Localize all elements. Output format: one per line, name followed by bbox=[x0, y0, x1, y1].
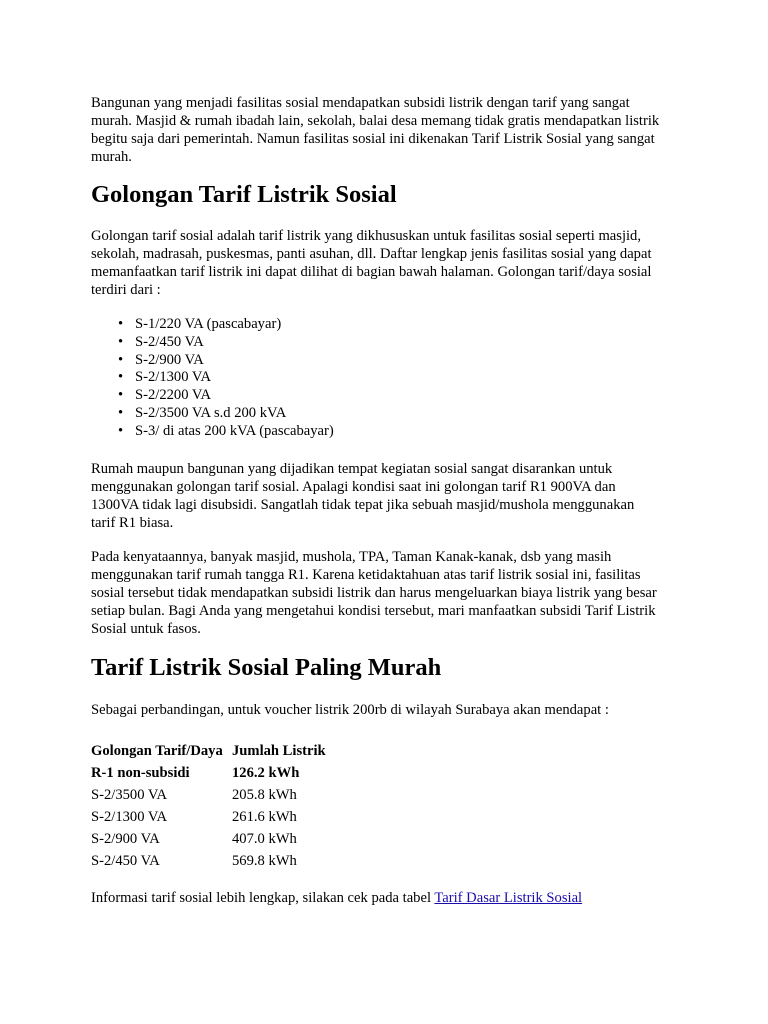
list-item-label: S-3/ di atas 200 kVA (pascabayar) bbox=[135, 422, 334, 439]
table-cell: 407.0 kWh bbox=[232, 830, 297, 847]
table-cell: S-2/450 VA bbox=[91, 852, 160, 869]
bullet-icon: • bbox=[118, 422, 124, 439]
intro-line: Bangunan yang menjadi fasilitas sosial mendapatkan subsidi listrik dengan tarif yang sangat bbox=[91, 95, 630, 111]
bullet-icon: • bbox=[118, 351, 124, 368]
table-row bbox=[91, 806, 352, 828]
paragraph-line: menggunakan golongan tarif sosial. Apalagi kondisi saat ini golongan tarif R1 900VA dan bbox=[91, 479, 616, 495]
list-item bbox=[91, 387, 334, 405]
table-cell: 205.8 kWh bbox=[232, 786, 297, 803]
paragraph-line: Golongan tarif sosial adalah tarif listrik yang dikhususkan untuk fasilitas sosial seperti masjid, bbox=[91, 228, 642, 244]
intro-line: begitu saja dari pemerintah. Namun fasilitas sosial ini dikenakan Tarif Listrik Sosial yang sangat bbox=[91, 131, 655, 147]
rumah-paragraph bbox=[91, 460, 691, 532]
bullet-icon: • bbox=[118, 404, 124, 421]
footer-paragraph bbox=[91, 889, 691, 907]
list-item bbox=[91, 423, 334, 441]
table-cell: 126.2 kWh bbox=[232, 764, 300, 781]
paragraph-line: tarif R1 biasa. bbox=[91, 515, 174, 531]
list-item bbox=[91, 352, 334, 370]
table-cell: S-2/1300 VA bbox=[91, 808, 168, 825]
paragraph-line: sosial tersebut tidak mendapatkan subsidi listrik dan harus mengeluarkan biaya listrik yang besar bbox=[91, 585, 657, 601]
table-row bbox=[91, 850, 352, 872]
paragraph-line: Rumah maupun bangunan yang dijadikan tempat kegiatan sosial sangat disarankan untuk bbox=[91, 461, 613, 477]
column-header: Jumlah Listrik bbox=[232, 742, 326, 759]
list-item-label: S-2/3500 VA s.d 200 kVA bbox=[135, 404, 287, 421]
intro-line: murah. bbox=[91, 149, 132, 165]
kenyataan-paragraph bbox=[91, 548, 691, 638]
tarif-comparison-table bbox=[91, 740, 352, 872]
paragraph-line: setiap bulan. Bagi Anda yang mengetahui kondisi tersebut, mari manfaatkan subsidi Tarif Listrik bbox=[91, 603, 656, 619]
bullet-icon: • bbox=[118, 387, 124, 404]
section-heading-golongan: Golongan Tarif Listrik Sosial bbox=[91, 181, 397, 208]
paragraph-line: Pada kenyataannya, banyak masjid, mushola, TPA, Taman Kanak-kanak, dsb yang masih bbox=[91, 549, 612, 565]
paragraph-line: 1300VA tidak lagi disubsidi. Sangatlah tidak tepat jika sebuah masjid/mushola menggunakan bbox=[91, 497, 635, 513]
table-cell: S-2/900 VA bbox=[91, 830, 160, 847]
list-item bbox=[91, 316, 334, 334]
paragraph-line: sekolah, madrasah, puskesmas, panti asuhan, dll. Daftar lengkap jenis fasilitas sosial yang dapat bbox=[91, 246, 652, 262]
table-cell: 569.8 kWh bbox=[232, 852, 297, 869]
list-item-label: S-2/1300 VA bbox=[135, 369, 212, 386]
list-item-label: S-1/220 VA (pascabayar) bbox=[135, 316, 282, 332]
list-item bbox=[91, 334, 334, 352]
list-item-label: S-2/2200 VA bbox=[135, 387, 212, 404]
table-row bbox=[91, 784, 352, 806]
golongan-paragraph bbox=[91, 227, 691, 299]
paragraph-line: menggunakan tarif rumah tangga R1. Karena ketidaktahuan atas tarif listrik sosial ini, fasilitas bbox=[91, 567, 641, 583]
footer-text: Informasi tarif sosial lebih lengkap, silakan cek pada tabel bbox=[91, 890, 435, 906]
bullet-icon: • bbox=[118, 316, 124, 332]
bullet-icon: • bbox=[118, 333, 124, 350]
intro-paragraph bbox=[91, 94, 691, 166]
tarif-list bbox=[91, 316, 334, 441]
intro-line: murah. Masjid & rumah ibadah lain, sekolah, balai desa memang tidak gratis mendapatkan listrik bbox=[91, 113, 660, 129]
list-item bbox=[91, 369, 334, 387]
table-header-row bbox=[91, 740, 352, 762]
paragraph-line: memanfaatkan tarif listrik ini dapat dilihat di bagian bawah halaman. Golongan tarif/daya sosial bbox=[91, 264, 652, 280]
perbandingan-paragraph: Sebagai perbandingan, untuk voucher listrik 200rb di wilayah Surabaya akan mendapat : bbox=[91, 702, 609, 718]
list-item-label: S-2/450 VA bbox=[135, 333, 204, 350]
table-cell: R-1 non-subsidi bbox=[91, 764, 190, 781]
table-cell: S-2/3500 VA bbox=[91, 786, 168, 803]
list-item-label: S-2/900 VA bbox=[135, 351, 204, 368]
table-row bbox=[91, 762, 352, 784]
table-row bbox=[91, 828, 352, 850]
table-cell: 261.6 kWh bbox=[232, 808, 297, 825]
section-heading-paling-murah: Tarif Listrik Sosial Paling Murah bbox=[91, 654, 442, 681]
bullet-icon: • bbox=[118, 369, 124, 386]
column-header: Golongan Tarif/Daya bbox=[91, 742, 223, 759]
paragraph-line: terdiri dari : bbox=[91, 282, 161, 298]
list-item bbox=[91, 405, 334, 423]
paragraph-line: Sosial untuk fasos. bbox=[91, 621, 201, 637]
tarif-dasar-link[interactable]: Tarif Dasar Listrik Sosial bbox=[434, 890, 583, 906]
